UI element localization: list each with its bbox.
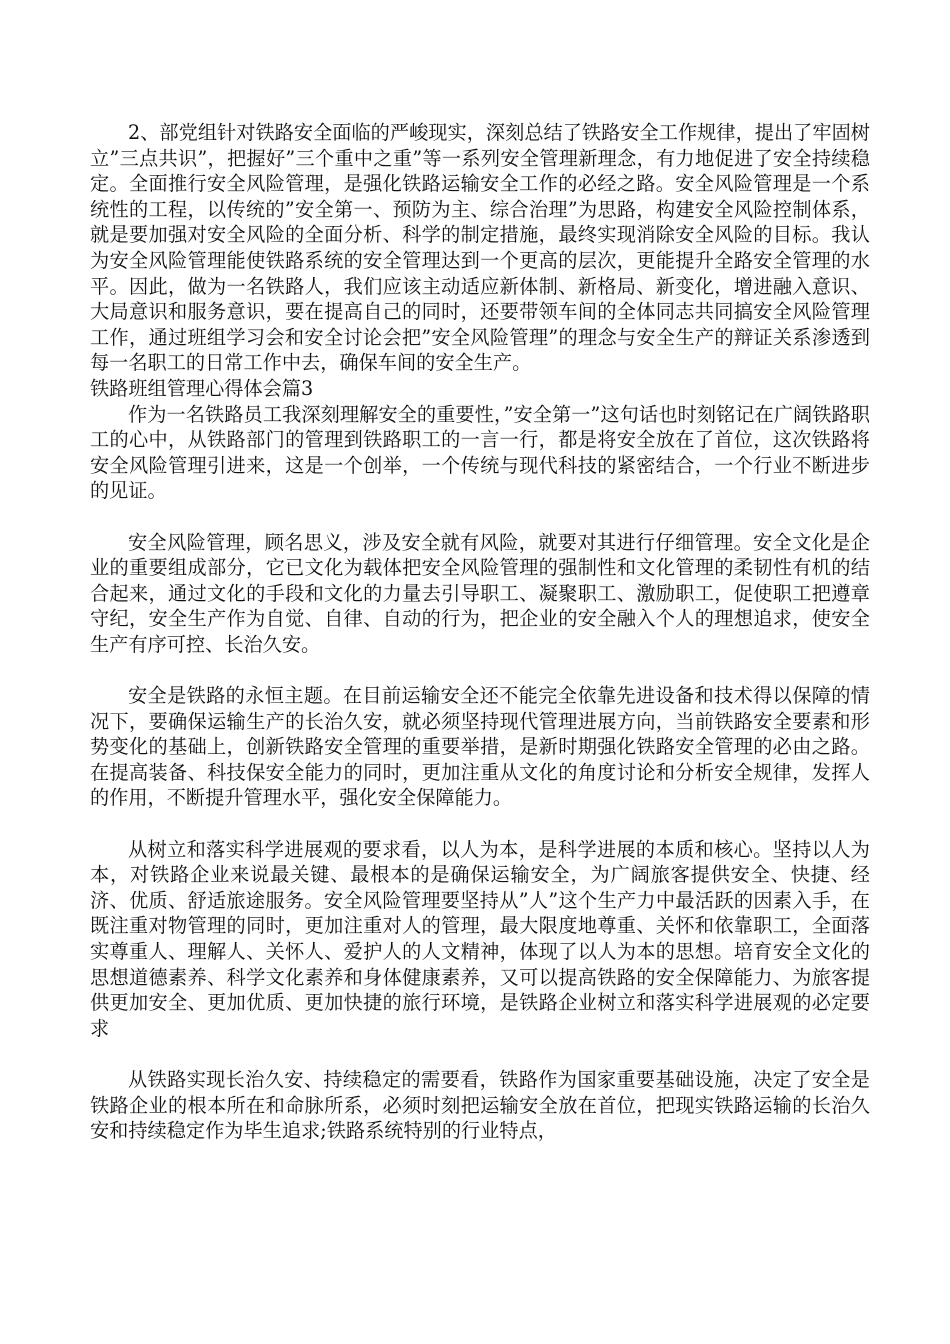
paragraph-people-oriented: 从树立和落实科学进展观的要求看，以人为本，是科学进展的本质和核心。坚持以人为本，对铁路企业来说最关键、最根本的是确保运输安全，为广阔旅客提供安全、快捷、经济、优质、舒适旅途服务。安全风险管理要坚持从”人”这个生产力中最活跃的因素入手，在既注重对物管理的同时，更加注重对人的管理，最大限度地尊重、关怀和依靠职工，全面落实尊重人、理解人、关怀人、爱护人的人文精神，体现了以人为本的思想。培育安全文化的思想道德素养、科学文化素养和身体健康素养，又可以提高铁路的安全保障能力、为旅客提供更加安全、更加优质、更加快捷的旅行环境，是铁路企业树立和落实科学进展观的必定要求 xyxy=(90,837,870,1040)
paragraph-risk-management: 安全风险管理，顾名思义，涉及安全就有风险，就要对其进行仔细管理。安全文化是企业的重要组成部分，它已文化为载体把安全风险管理的强制性和文化管理的柔韧性有机的结合起来，通过文化的手段和文化的力量去引导职工、凝聚职工、激励职工，促使职工把遵章守纪，安全生产作为自觉、自律、自动的行为，把企业的安全融入个人的理想追求，使安全生产有序可控、长治久安。 xyxy=(90,530,870,656)
paragraph-spacer xyxy=(90,504,870,530)
paragraph-eternal-theme: 安全是铁路的永恒主题。在目前运输安全还不能完全依靠先进设备和技术得以保障的情况下，要确保运输生产的长治久安，就必须坚持现代管理进展方向，当前铁路安全要素和形势变化的基础上，创新铁路安全管理的重要举措，是新时期强化铁路安全管理的必由之路。在提高装备、科技保安全能力的同时，更加注重从文化的角度讨论和分析安全规律，发挥人的作用，不断提升管理水平，强化安全保障能力。 xyxy=(90,684,870,810)
paragraph-long-term-stability: 从铁路实现长治久安、持续稳定的需要看，铁路作为国家重要基础设施，决定了安全是铁路企业的根本所在和命脉所系，必须时刻把运输安全放在首位，把现实铁路运输的长治久安和持续稳定作为毕生追求;铁路系统特别的行业特点， xyxy=(90,1067,870,1143)
paragraph-spacer xyxy=(90,657,870,683)
paragraph-spacer xyxy=(90,811,870,837)
document-page xyxy=(90,120,870,1144)
paragraph-spacer xyxy=(90,1041,870,1067)
paragraph-safety-importance: 作为一名铁路员工我深刻理解安全的重要性，”安全第一”这句话也时刻铭记在广阔铁路职工的心中，从铁路部门的管理到铁路职工的一言一行，都是将安全放在了首位，这次铁路将安全风险管理引进来，这是一个创举，一个传统与现代科技的紧密结合，一个行业不断进步的见证。 xyxy=(90,402,870,503)
section-heading: 铁路班组管理心得体会篇3 xyxy=(90,376,314,400)
paragraph-safety-concepts: 2、部党组针对铁路安全面临的严峻现实，深刻总结了铁路安全工作规律，提出了牢固树立”三点共识”，把握好”三个重中之重”等一系列安全管理新理念，有力地促进了安全持续稳定。全面推行安全风险管理，是强化铁路运输安全工作的必经之路。安全风险管理是一个系统性的工程，以传统的”安全第一、预防为主、综合治理”为思路，构建安全风险控制体系，就是要加强对安全风险的全面分析、科学的制定措施，最终实现消除安全风险的目标。我认为安全风险管理能使铁路系统的安全管理达到一个更高的层次，更能提升全路安全管理的水平。因此，做为一名铁路人，我们应该主动适应新体制、新格局、新变化，增进融入意识、大局意识和服务意识，要在提高自己的同时，还要带领车间的全体同志共同搞安全风险管理工作，通过班组学习会和安全讨论会把”安全风险管理”的理念与安全生产的辩证关系渗透到每一名职工的日常工作中去，确保车间的安全生产。 xyxy=(90,121,870,375)
